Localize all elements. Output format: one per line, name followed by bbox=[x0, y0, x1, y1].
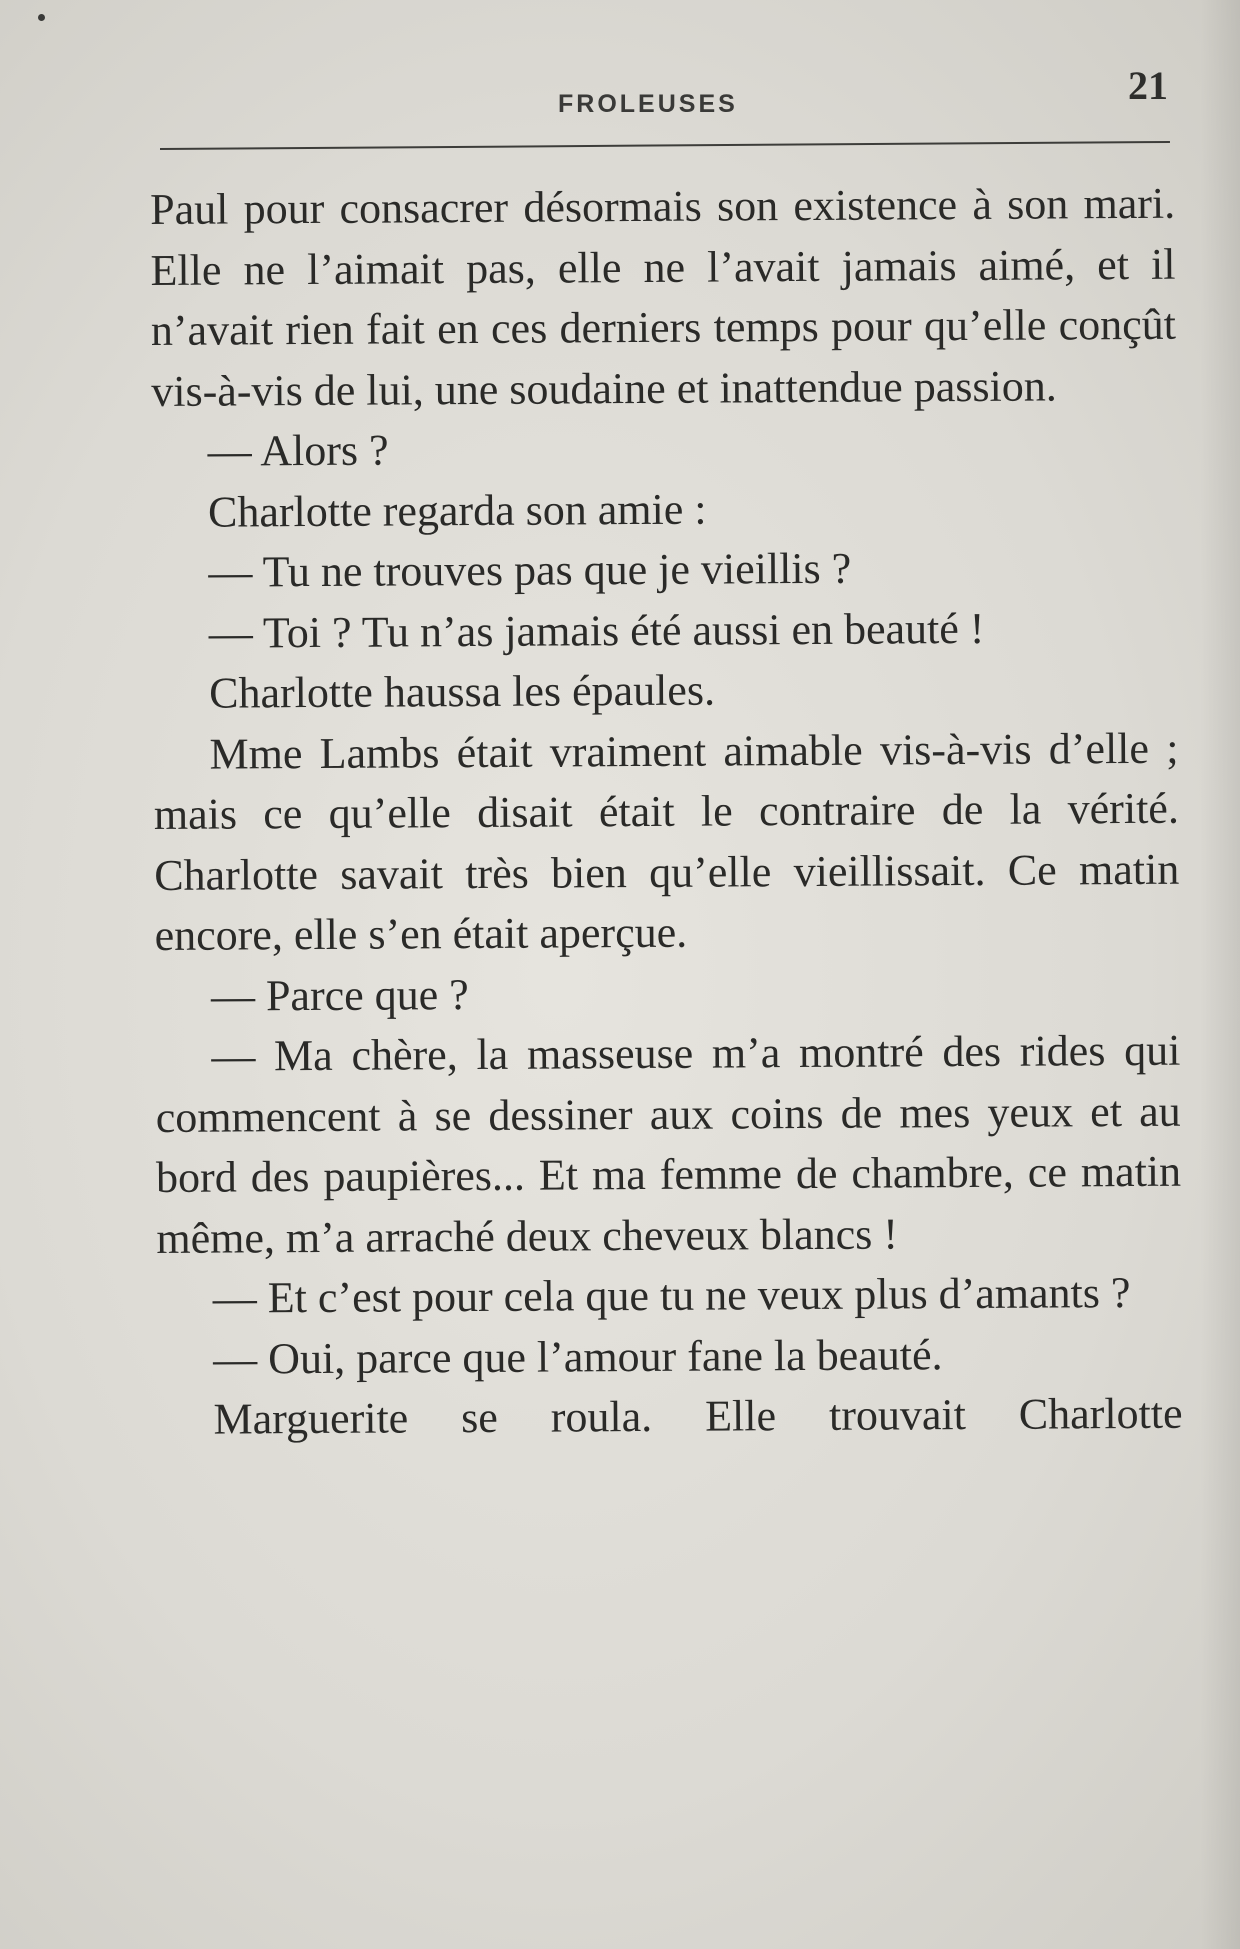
paragraph: Paul pour consacrer désormais son existence à son mari. Elle ne l’aimait pas, elle ne l’avait jamais aimé, et il n’avait rien fait en ces derniers temps pour qu’elle conçût vis-à-vis de lui, une soudaine et inattendue passion. bbox=[150, 178, 1177, 416]
header-rule bbox=[160, 141, 1170, 150]
paragraph: — Toi ? Tu n’as jamais été aussi en beauté ! bbox=[208, 603, 985, 658]
paragraph: — Tu ne trouves pas que je vieillis ? bbox=[208, 543, 852, 597]
paragraph: Charlotte haussa les épaules. bbox=[208, 665, 716, 718]
paragraph: Charlotte regarda son amie : bbox=[207, 484, 707, 537]
paragraph: — Oui, parce que l’amour fane la beauté. bbox=[213, 1329, 943, 1384]
running-head: FROLEUSES bbox=[558, 90, 738, 118]
paragraph: — Parce que ? bbox=[210, 969, 469, 1021]
paragraph: Mme Lambs était vraiment aimable vis-à-vis d’elle ; mais ce qu’elle disait était le contraire de la vérité. Charlotte savait très bien qu’elle vieillissait. Ce matin encore, elle s’en était aperçue. bbox=[153, 723, 1180, 960]
paragraph: — Alors ? bbox=[207, 425, 389, 476]
ink-speck bbox=[38, 14, 45, 21]
page-number: 21 bbox=[1128, 63, 1168, 108]
paragraph-continued: Marguerite se roula. Elle trouvait Charlotte bbox=[213, 1388, 1183, 1444]
paragraph: — Et c’est pour cela que tu ne veux plus d’amants ? bbox=[212, 1268, 1131, 1323]
page-edge-shadow bbox=[1200, 0, 1240, 1949]
body-text bbox=[150, 174, 1183, 1451]
paragraph: — Ma chère, la masseuse m’a montré des rides qui commencent à se dessiner aux coins de mes yeux et au bord des paupières... Et ma femme de chambre, ce matin même, m’a arraché deux cheveux blancs ! bbox=[155, 1025, 1182, 1263]
